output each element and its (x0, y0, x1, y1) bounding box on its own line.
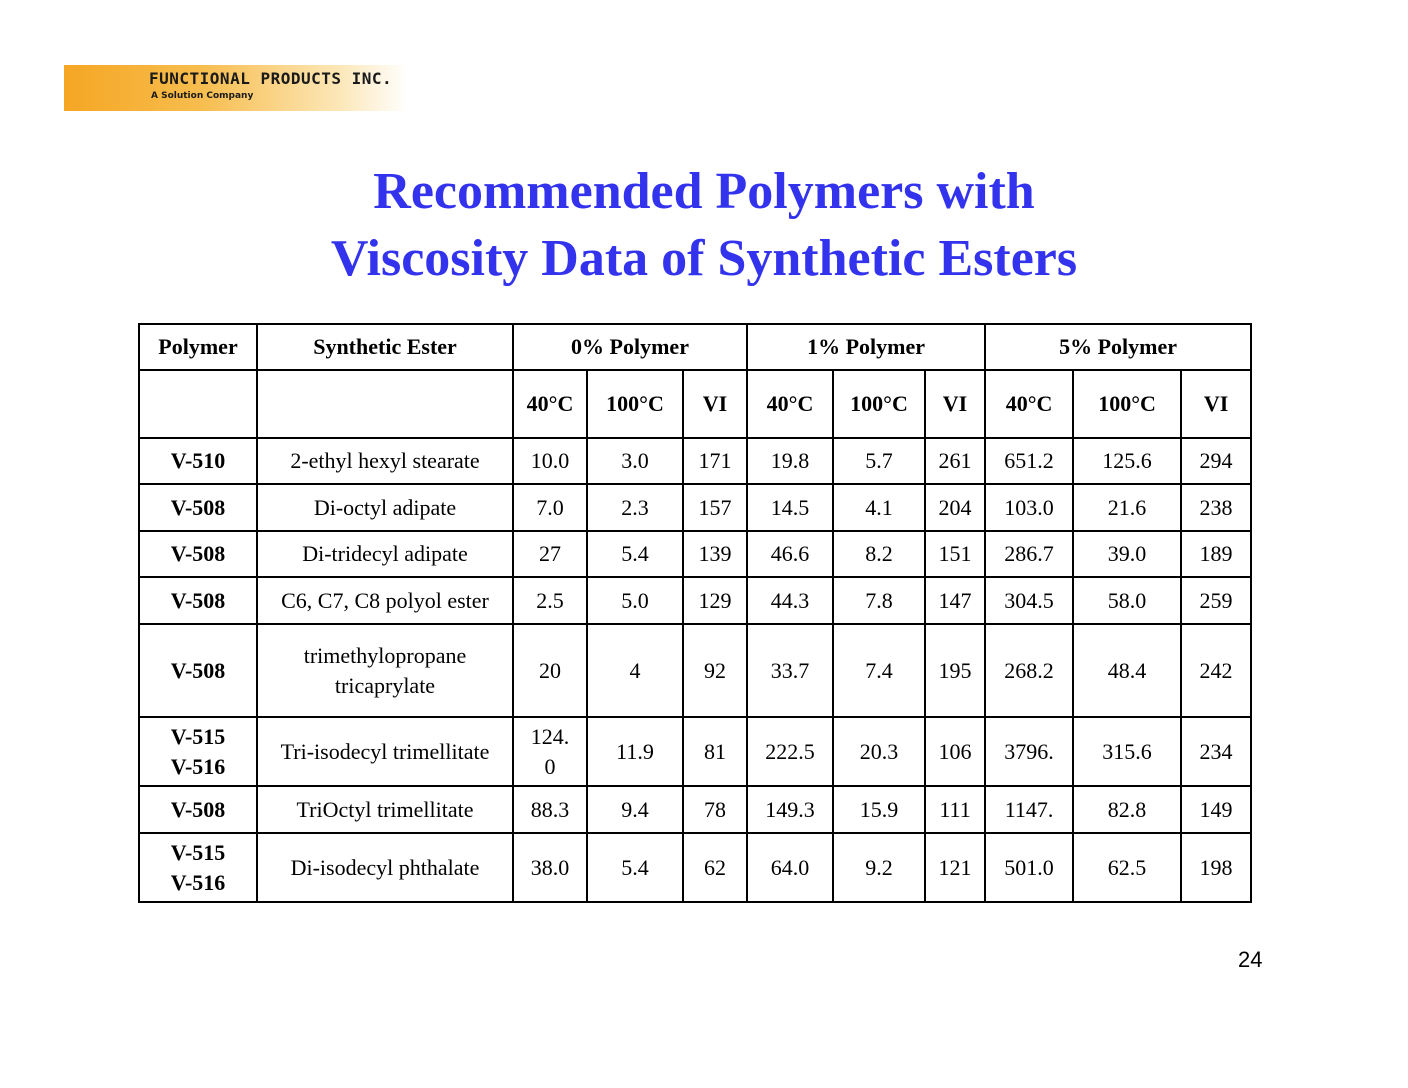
value-5pct-vi: 259 (1181, 577, 1251, 624)
synthetic-ester-cell (257, 438, 513, 484)
table-row (139, 624, 1251, 717)
value-5pct-100c: 62.5 (1073, 833, 1181, 902)
table-row (139, 577, 1251, 624)
sub-header-40c: 40°C (985, 370, 1073, 438)
table-row (139, 717, 1251, 786)
polymer-code: V-516 (170, 753, 226, 779)
sub-header-blank (257, 370, 513, 438)
header-0-percent-polymer: 0% Polymer (513, 324, 747, 370)
value-0pct-vi: 81 (683, 717, 747, 786)
table-row (139, 786, 1251, 833)
value-5pct-40c: 651.2 (985, 438, 1073, 484)
value-5pct-40c: 103.0 (985, 484, 1073, 531)
polymer-cell (139, 484, 257, 531)
viscosity-table (138, 323, 1252, 903)
value-1pct-40c: 222.5 (747, 717, 833, 786)
value-0pct-40c: 38.0 (513, 833, 587, 902)
polymer-code: V-508 (170, 796, 226, 822)
value-1pct-100c: 8.2 (833, 531, 925, 577)
value-0pct-100c: 5.4 (587, 531, 683, 577)
company-logo (64, 65, 408, 111)
sub-header-blank (139, 370, 257, 438)
value-1pct-100c: 4.1 (833, 484, 925, 531)
polymer-cell (139, 786, 257, 833)
value-5pct-vi: 242 (1181, 624, 1251, 717)
value-0pct-100c: 5.0 (587, 577, 683, 624)
sub-header-100c: 100°C (587, 370, 683, 438)
table-row (139, 484, 1251, 531)
polymer-code: V-510 (170, 448, 226, 473)
value-0pct-vi: 92 (683, 624, 747, 717)
synthetic-ester-cell (257, 717, 513, 786)
synthetic-ester-cell (257, 833, 513, 902)
polymer-cell (139, 717, 257, 786)
polymer-code: V-508 (170, 494, 226, 520)
ester-name: trimethylopropane (303, 642, 467, 668)
value-5pct-100c: 21.6 (1073, 484, 1181, 531)
value-5pct-40c: 304.5 (985, 577, 1073, 624)
value-5pct-40c: 268.2 (985, 624, 1073, 717)
value-5pct-vi: 294 (1181, 438, 1251, 484)
value-1pct-40c: 64.0 (747, 833, 833, 902)
header-5-percent-polymer: 5% Polymer (985, 324, 1251, 370)
polymer-code: V-508 (170, 587, 226, 613)
value-1pct-40c: 149.3 (747, 786, 833, 833)
ester-name: Di-octyl adipate (313, 494, 457, 520)
ester-name: Tri-isodecyl trimellitate (280, 738, 490, 764)
value-5pct-40c: 286.7 (985, 531, 1073, 577)
ester-name: C6, C7, C8 polyol ester (281, 587, 489, 613)
ester-name: Di-isodecyl phthalate (290, 854, 480, 880)
value-1pct-vi: 195 (925, 624, 985, 717)
value-5pct-100c: 125.6 (1073, 438, 1181, 484)
value-5pct-100c: 39.0 (1073, 531, 1181, 577)
polymer-code: V-508 (170, 541, 226, 566)
header-polymer: Polymer (139, 324, 257, 370)
synthetic-ester-cell (257, 484, 513, 531)
polymer-code: V-508 (170, 657, 226, 683)
synthetic-ester-cell (257, 786, 513, 833)
value-5pct-40c: 1147. (985, 786, 1073, 833)
page-number: 24 (1238, 947, 1263, 972)
value-1pct-40c: 33.7 (747, 624, 833, 717)
value-1pct-100c: 9.2 (833, 833, 925, 902)
value-5pct-vi: 234 (1181, 717, 1251, 786)
value-5pct-40c: 3796. (985, 717, 1073, 786)
value-0pct-40c: 7.0 (513, 484, 587, 531)
value-5pct-vi: 198 (1181, 833, 1251, 902)
polymer-code: V-516 (170, 869, 226, 895)
ester-name: tricaprylate (334, 672, 436, 698)
polymer-code: V-515 (170, 839, 226, 865)
value-0pct-100c: 2.3 (587, 484, 683, 531)
group-header-row (139, 324, 1251, 370)
value-0pct-40c: 27 (513, 531, 587, 577)
value-0pct-100c: 3.0 (587, 438, 683, 484)
title-line-1: Recommended Polymers with (373, 163, 1035, 220)
value-5pct-100c: 48.4 (1073, 624, 1181, 717)
polymer-code: V-515 (170, 723, 226, 749)
value-1pct-40c: 19.8 (747, 438, 833, 484)
sub-header-vi: VI (683, 370, 747, 438)
value-0pct-vi: 171 (683, 438, 747, 484)
value-1pct-40c: 44.3 (747, 577, 833, 624)
polymer-cell (139, 438, 257, 484)
value-5pct-vi: 238 (1181, 484, 1251, 531)
sub-header-vi: VI (1181, 370, 1251, 438)
value-1pct-vi: 111 (925, 786, 985, 833)
value-5pct-vi: 189 (1181, 531, 1251, 577)
value-5pct-vi: 149 (1181, 786, 1251, 833)
value-1pct-100c: 7.4 (833, 624, 925, 717)
value-1pct-vi: 204 (925, 484, 985, 531)
polymer-cell (139, 833, 257, 902)
value-0pct-vi: 139 (683, 531, 747, 577)
value-0pct-vi: 78 (683, 786, 747, 833)
logo-tagline: A Solution Company (151, 91, 254, 101)
value-0pct-vi: 157 (683, 484, 747, 531)
value-1pct-vi: 106 (925, 717, 985, 786)
value-1pct-vi: 261 (925, 438, 985, 484)
value-1pct-100c: 15.9 (833, 786, 925, 833)
value-5pct-100c: 58.0 (1073, 577, 1181, 624)
value-0pct-100c: 9.4 (587, 786, 683, 833)
sub-header-100c: 100°C (833, 370, 925, 438)
value-1pct-vi: 151 (925, 531, 985, 577)
logo-company-name: FUNCTIONAL PRODUCTS INC. (149, 69, 393, 88)
value-0pct-40c: 2.5 (513, 577, 587, 624)
value-5pct-100c: 82.8 (1073, 786, 1181, 833)
value-1pct-40c: 14.5 (747, 484, 833, 531)
value-0pct-100c: 11.9 (587, 717, 683, 786)
polymer-cell (139, 624, 257, 717)
synthetic-ester-cell (257, 624, 513, 717)
header-synthetic-ester: Synthetic Ester (257, 324, 513, 370)
value-1pct-100c: 5.7 (833, 438, 925, 484)
slide-title (0, 158, 1408, 292)
value-0pct-40c: 10.0 (513, 438, 587, 484)
title-line-2: Viscosity Data of Synthetic Esters (330, 230, 1078, 287)
table-row (139, 438, 1251, 484)
table-row (139, 833, 1251, 902)
value-0pct-40c: 124. 0 (513, 717, 587, 786)
value-0pct-40c: 20 (513, 624, 587, 717)
polymer-cell (139, 531, 257, 577)
synthetic-ester-cell (257, 531, 513, 577)
sub-header-40c: 40°C (747, 370, 833, 438)
sub-header-100c: 100°C (1073, 370, 1181, 438)
ester-name: 2-ethyl hexyl stearate (290, 448, 480, 473)
polymer-cell (139, 577, 257, 624)
value-1pct-100c: 20.3 (833, 717, 925, 786)
ester-name: TriOctyl trimellitate (296, 796, 474, 822)
value-1pct-100c: 7.8 (833, 577, 925, 624)
value-1pct-40c: 46.6 (747, 531, 833, 577)
value-0pct-vi: 62 (683, 833, 747, 902)
ester-name: Di-tridecyl adipate (302, 541, 468, 566)
header-1-percent-polymer: 1% Polymer (747, 324, 985, 370)
value-1pct-vi: 121 (925, 833, 985, 902)
sub-header-40c: 40°C (513, 370, 587, 438)
value-5pct-40c: 501.0 (985, 833, 1073, 902)
value-0pct-vi: 129 (683, 577, 747, 624)
value-1pct-vi: 147 (925, 577, 985, 624)
value-0pct-100c: 5.4 (587, 833, 683, 902)
sub-header-vi: VI (925, 370, 985, 438)
value-0pct-100c: 4 (587, 624, 683, 717)
value-0pct-40c: 88.3 (513, 786, 587, 833)
value-5pct-100c: 315.6 (1073, 717, 1181, 786)
table-row (139, 531, 1251, 577)
sub-header-row (139, 370, 1251, 438)
synthetic-ester-cell (257, 577, 513, 624)
